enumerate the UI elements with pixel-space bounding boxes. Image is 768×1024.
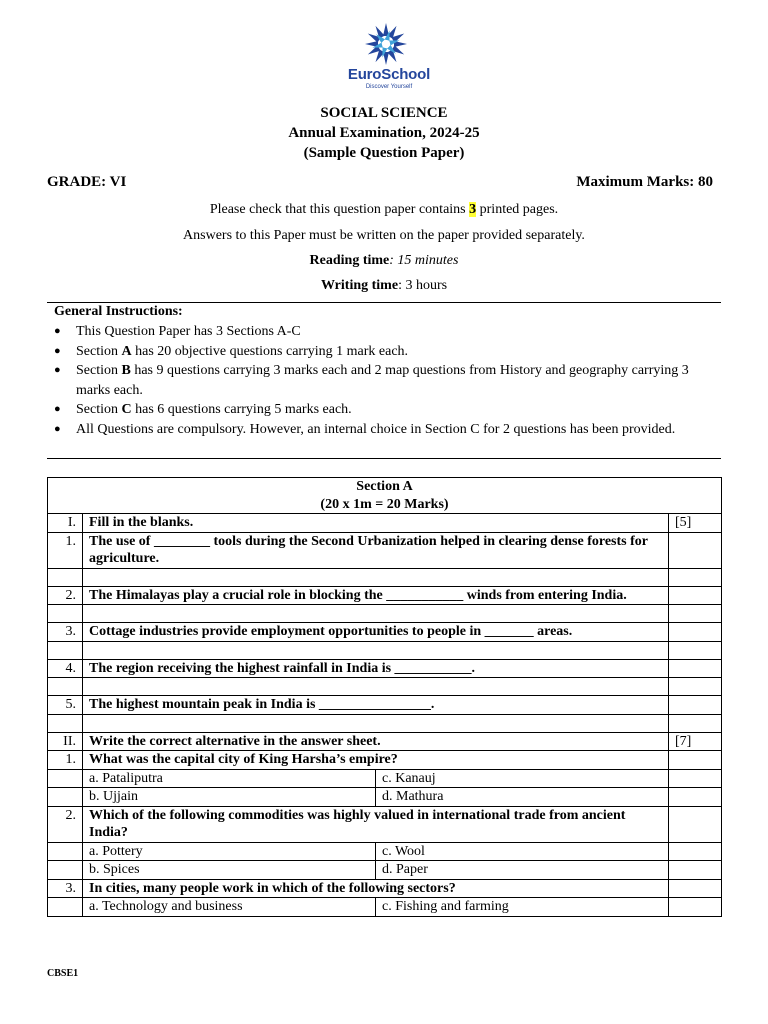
option-row: a. Pataliputra c. Kanauj	[48, 769, 722, 788]
instruction-item: ● Section A has 20 objective questions carrying 1 mark each.	[54, 342, 704, 362]
question-row: 3. In cities, many people work in which of the following sectors?	[48, 879, 722, 898]
grade-label: GRADE: VI	[47, 174, 127, 190]
instructions-list	[54, 322, 704, 439]
part-title: Fill in the blanks.	[83, 514, 669, 533]
footer-code: CBSE1	[47, 968, 79, 979]
part-title: Write the correct alternative in the answer sheet.	[83, 732, 669, 751]
option-row: a. Pottery c. Wool	[48, 842, 722, 861]
page-count-note: Please check that this question paper contains 3 printed pages.	[209, 202, 559, 217]
section-a-header: Section A (20 x 1m = 20 Marks)	[48, 478, 722, 514]
brand-name: EuroSchool	[347, 66, 431, 83]
question-row: 2. Which of the following commodities was highly valued in international trade from ancient India?	[48, 806, 722, 842]
question-row: 1. The use of ________ tools during the Second Urbanization helped in clearing dense forests for agriculture.	[48, 532, 722, 568]
option-row: b. Ujjain d. Mathura	[48, 788, 722, 807]
question-row: 3. Cottage industries provide employment opportunities to people in _______ areas.	[48, 623, 722, 642]
question-row: 5. The highest mountain peak in India is ________________.	[48, 696, 722, 715]
euroschool-logo-icon	[360, 22, 412, 66]
reading-time: Reading time: 15 minutes	[309, 253, 459, 268]
divider-top	[47, 302, 721, 303]
paper-type: (Sample Question Paper)	[303, 145, 465, 161]
instruction-item: ● Section B has 9 questions carrying 3 marks each and 2 map questions from History and geography carrying 3 marks each.	[54, 361, 704, 400]
subject-title: SOCIAL SCIENCE	[320, 105, 448, 121]
instruction-item: ● Section C has 6 questions carrying 5 marks each.	[54, 400, 704, 420]
part-header-row: II. Write the correct alternative in the answer sheet. [7]	[48, 732, 722, 751]
brand-tagline: Discover Yourself	[365, 84, 413, 90]
instruction-item: ● This Question Paper has 3 Sections A-C	[54, 322, 704, 342]
part-marks: [7]	[669, 732, 722, 751]
max-marks-label: Maximum Marks: 80	[576, 174, 713, 190]
part-header-row: I. Fill in the blanks. [5]	[48, 514, 722, 533]
question-row: 1. What was the capital city of King Harsha’s empire?	[48, 751, 722, 770]
part-marks: [5]	[669, 514, 722, 533]
exam-title: Annual Examination, 2024-25	[288, 125, 480, 141]
page-count-highlight: 3	[469, 202, 477, 217]
divider-bottom	[47, 458, 721, 459]
question-row: 4. The region receiving the highest rainfall in India is ___________.	[48, 659, 722, 678]
answers-note: Answers to this Paper must be written on the paper provided separately.	[183, 228, 585, 243]
option-row: b. Spices d. Paper	[48, 861, 722, 880]
instruction-item: ● All Questions are compulsory. However, an internal choice in Section C for 2 questions has been provided.	[54, 420, 704, 440]
section-a-table	[47, 477, 722, 917]
writing-time: Writing time: 3 hours	[320, 278, 448, 293]
option-row: a. Technology and business c. Fishing and farming	[48, 898, 722, 917]
question-row: 2. The Himalayas play a crucial role in blocking the ___________ winds from entering India.	[48, 586, 722, 605]
instructions-title: General Instructions:	[54, 304, 183, 319]
